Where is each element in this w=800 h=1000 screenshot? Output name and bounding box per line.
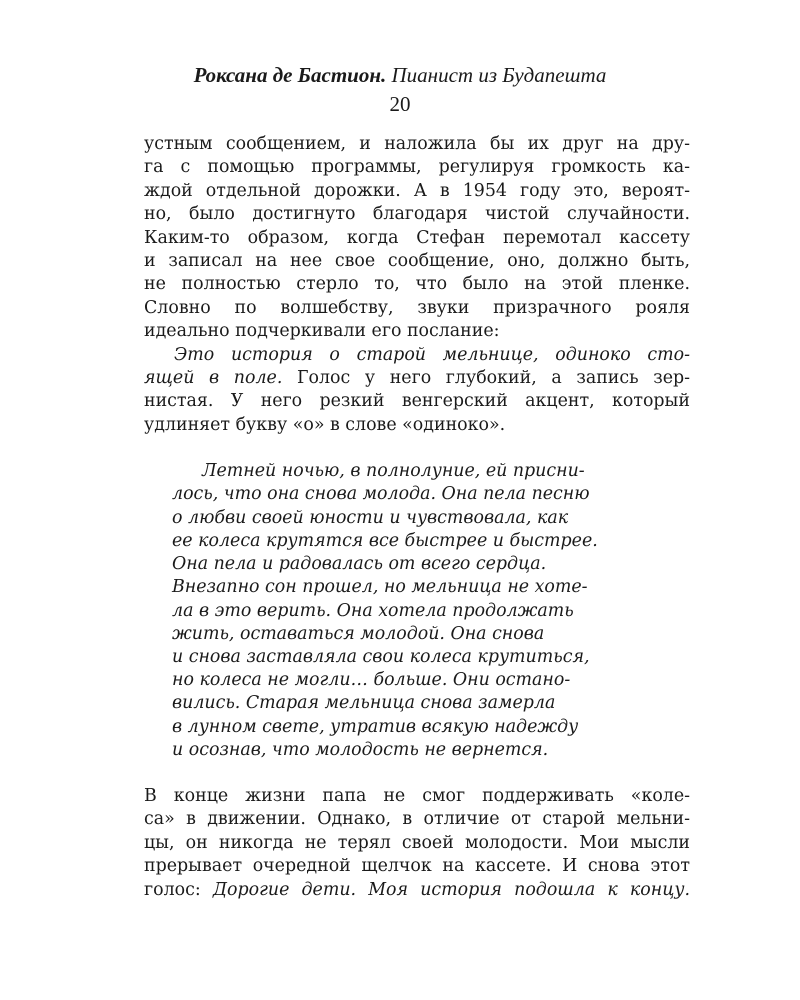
- text-line: [144, 367, 690, 390]
- text-line: прерывает очередной щелчок на кассете. И снова этот: [144, 856, 690, 877]
- quote-line: ее колеса крутятся все быстрее и быстрее.: [172, 530, 598, 551]
- page-number: 20: [389, 92, 411, 116]
- text-line: Это история о старой мельнице, одиноко сто-: [174, 344, 690, 365]
- text-line: и записал на нее свое сообщение, оно, должно быть,: [144, 251, 690, 272]
- paragraph-1: [144, 133, 690, 344]
- text-line: устным сообщением, и наложила бы их друг на дру-: [144, 134, 690, 154]
- text-line: В конце жизни папа не смог поддерживать «коле-: [144, 785, 690, 806]
- quote-line: Летней ночью, в полнолуние, ей присни-: [202, 461, 585, 482]
- quote-line: вились. Старая мельница снова замерла: [172, 693, 556, 714]
- text-line: нистая. У него резкий венгерский акцент, который: [144, 391, 690, 412]
- running-header: [0, 62, 800, 88]
- text-segment: голос:: [144, 879, 213, 900]
- text-segment: Голос у него глубокий, а запись зер-: [282, 368, 690, 389]
- italic-phrase: ящей в поле.: [144, 368, 283, 389]
- text-line: [144, 879, 690, 902]
- spacer: [144, 437, 690, 460]
- quote-line: Внезапно сон прошел, но мельница не хоте-: [172, 577, 588, 598]
- paragraph-2: [144, 344, 690, 438]
- quote-line: лось, что она снова молода. Она пела песню: [172, 484, 590, 505]
- text-line: га с помощью программы, регулируя громкость ка-: [144, 157, 690, 178]
- page-body: [144, 133, 690, 902]
- quote-line: жить, оставаться молодой. Она снова: [172, 623, 545, 644]
- quote-line: ла в это верить. Она хотела продолжать: [172, 600, 574, 621]
- text-line: Словно по волшебству, звуки призрачного рояля: [144, 297, 690, 318]
- text-line: не полностью стерло то, что было на этой пленке.: [144, 274, 690, 295]
- quote-line: о любви своей юности и чувствовала, как: [172, 507, 569, 528]
- italic-phrase: Дорогие дети. Моя история подошла к концу.: [212, 879, 690, 900]
- quote-line: и осознав, что молодость не вернется.: [172, 739, 549, 760]
- quote-line: в лунном свете, утратив всякую надежду: [172, 716, 579, 737]
- quote-line: Она пела и радовалась от всего сердца.: [172, 554, 547, 575]
- spacer: [144, 762, 690, 785]
- text-line: Каким-то образом, когда Стефан перемотал кассету: [144, 227, 690, 248]
- quote-line: и снова заставляла свои колеса крутиться,: [172, 646, 590, 667]
- paragraph-3: [144, 785, 690, 902]
- text-line: идеально подчеркивали его послание:: [144, 321, 500, 342]
- header-author: Роксана де Бастион.: [193, 63, 387, 87]
- text-line: удлиняет букву «о» в слове «одиноко».: [144, 414, 506, 435]
- text-line: са» в движении. Однако, в отличие от старой мельни-: [144, 809, 690, 830]
- story-quote: [144, 460, 690, 762]
- text-line: цы, он никогда не терял своей молодости. Мои мысли: [144, 832, 690, 853]
- text-line: но, было достигнуто благодаря чистой случайности.: [144, 204, 690, 225]
- header-book-title: Пианист из Будапешта: [391, 63, 607, 87]
- quote-line: но колеса не могли… больше. Они остано-: [172, 670, 571, 691]
- text-line: ждой отдельной дорожки. А в 1954 году это, вероят-: [144, 180, 690, 201]
